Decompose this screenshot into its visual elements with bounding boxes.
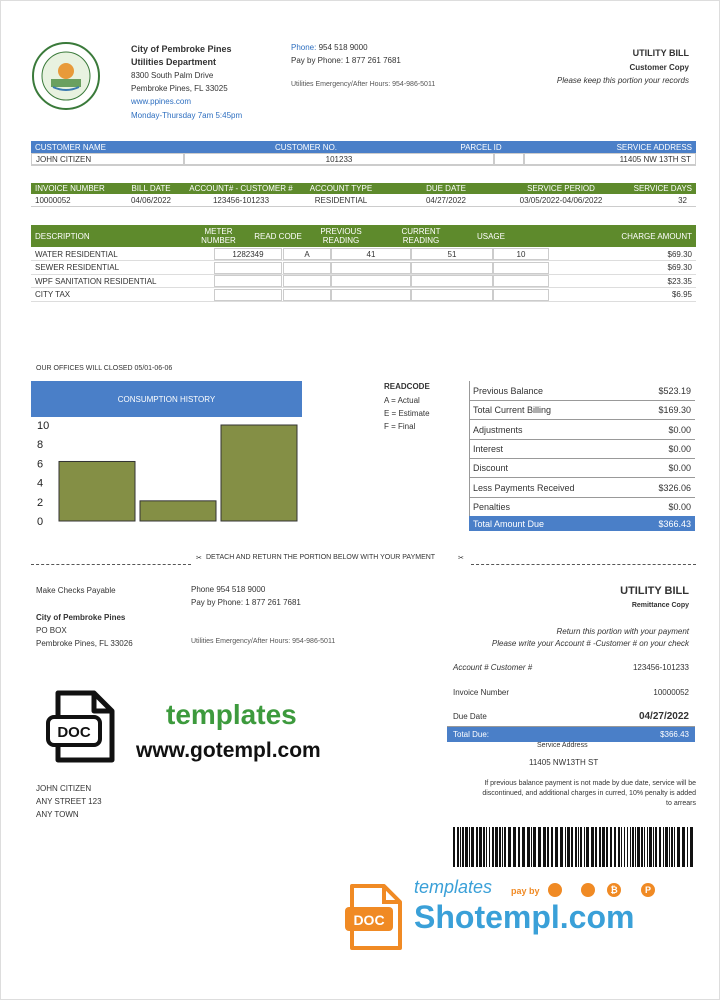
summary-row: [469, 459, 695, 478]
doc-orange-label: DOC: [353, 912, 385, 928]
charge-charge-amount: $69.30: [667, 249, 692, 259]
detach-line-left: [31, 564, 191, 565]
charge-read-code: A: [283, 248, 331, 260]
charge-charge-amount: $6.95: [671, 290, 692, 299]
chart-bar: [140, 501, 216, 521]
header-previous-reading: PREVIOUS READING: [320, 227, 362, 245]
charge-previous-reading: [331, 262, 411, 274]
bill-date: 04/06/2022: [130, 195, 172, 205]
customer-table-row: [31, 153, 696, 166]
header-account-type: ACCOUNT TYPE: [309, 184, 373, 193]
summary-row: [469, 401, 695, 420]
parcel-id: [494, 153, 524, 165]
summary-row: [469, 498, 695, 517]
charge-read-code: [283, 275, 331, 287]
summary-row: [469, 479, 695, 498]
charge-usage: [493, 289, 549, 301]
header-service-address: SERVICE ADDRESS: [616, 142, 692, 152]
barcode: [453, 827, 695, 867]
doc-orange-icon: [344, 883, 404, 951]
remit-due-date-value: 04/27/2022: [638, 711, 689, 722]
chart-bar: [221, 425, 297, 521]
make-checks-payable: Make Checks Payable: [36, 586, 116, 595]
summary-value: $0.00: [668, 424, 691, 435]
remit-account-value: 123456-101233: [632, 662, 689, 672]
pay-by-phone: Pay by Phone: 1 877 261 7681: [291, 56, 401, 65]
chart-y-tick: 10: [37, 420, 50, 432]
shot-templates-text: templates: [414, 877, 493, 897]
remit-pay-by-phone: Pay by Phone: 1 877 261 7681: [191, 598, 301, 607]
remit-po-box: PO BOX: [36, 626, 67, 635]
charge-usage: 10: [493, 248, 549, 260]
remit-city: Pembroke Pines, FL 33026: [36, 639, 133, 648]
scissors-icon-right: ✂: [458, 555, 464, 562]
summary-value: $169.30: [658, 405, 691, 416]
charge-previous-reading: [331, 275, 411, 287]
readcode-estimate: E = Estimate: [384, 409, 430, 418]
remit-invoice-row: [447, 682, 695, 702]
charge-row: [31, 262, 696, 275]
header-customer-name: CUSTOMER NAME: [35, 142, 106, 152]
header-parcel-id: PARCEL ID: [460, 142, 502, 152]
remit-total-due-row: [447, 727, 695, 742]
charge-usage: [493, 275, 549, 287]
charge-meter-number: [214, 275, 282, 287]
remit-service-address-label: Service Address: [537, 742, 588, 749]
utility-address-line1: 8300 South Palm Drive: [131, 71, 214, 80]
readcode-title: READCODE: [384, 382, 430, 391]
chart-y-tick: 8: [37, 439, 44, 452]
invoice-number: 10000052: [35, 195, 71, 205]
summary-row: [469, 421, 695, 440]
charge-row: [31, 289, 696, 302]
customer-name: JOHN CITIZEN: [31, 153, 184, 165]
total-amount-due-value: $366.43: [658, 518, 691, 529]
doc-icon-label: DOC: [57, 724, 91, 741]
charge-usage: [493, 262, 549, 274]
charge-description: WATER RESIDENTIAL: [35, 249, 118, 259]
bitcoin-icon: ₿: [607, 883, 621, 897]
offices-closed-note: OUR OFFICES WILL CLOSED 05/01-06-06: [36, 365, 173, 372]
charge-meter-number: 1282349: [214, 248, 282, 260]
remit-copy-label: Remittance Copy: [631, 602, 689, 609]
charge-read-code: [283, 262, 331, 274]
return-note: Return this portion with your payment: [556, 627, 689, 636]
utility-hours: Monday-Thursday 7am 5:45pm: [131, 111, 243, 120]
utility-department: Utilities Department: [131, 57, 217, 67]
charge-previous-reading: [331, 289, 411, 301]
summary-label: Adjustments: [473, 424, 523, 435]
header-charge-amount: CHARGE AMOUNT: [621, 231, 692, 241]
chart-bar: [59, 461, 135, 521]
header-usage: USAGE: [476, 231, 505, 241]
bill-copy-label: Customer Copy: [629, 63, 689, 72]
remit-account-row: [447, 657, 695, 677]
chart-title: CONSUMPTION HISTORY: [31, 381, 302, 417]
paypal-icon: P: [641, 883, 655, 897]
summary-label: Penalties: [473, 501, 511, 512]
charge-current-reading: [411, 262, 493, 274]
summary-value: $0.00: [668, 463, 691, 474]
emergency-phone: Utilities Emergency/After Hours: 954-986-5011: [291, 81, 436, 88]
charge-row: [31, 275, 696, 288]
customer-no: 101233: [184, 153, 494, 165]
charges-table-header: [31, 225, 696, 247]
watermark-site-link[interactable]: www.gotempl.com: [136, 739, 321, 762]
summary-label: Previous Balance: [473, 386, 544, 396]
invoice-table-row: [31, 194, 696, 207]
remit-phone: Phone 954 518 9000: [191, 585, 266, 594]
readcode-final: F = Final: [384, 422, 416, 431]
recipient-town: ANY TOWN: [36, 810, 79, 819]
summary-value: $326.06: [658, 482, 691, 493]
header-read-code: READ CODE: [254, 231, 302, 241]
charge-read-code: [283, 289, 331, 301]
invoice-table-header: [31, 183, 696, 194]
chart-y-tick: 6: [37, 458, 44, 471]
utility-website-link[interactable]: www.ppines.com: [131, 97, 192, 106]
phone-label: Phone:: [291, 43, 317, 52]
detach-line-right: [471, 564, 696, 565]
charge-charge-amount: $23.35: [667, 276, 692, 286]
remit-total-value: $366.43: [660, 730, 689, 739]
charge-charge-amount: $69.30: [667, 263, 692, 272]
total-amount-due-row: [469, 516, 695, 531]
recipient-name: JOHN CITIZEN: [36, 784, 92, 793]
header-service-period: SERVICE PERIOD: [527, 184, 595, 193]
utility-name: City of Pembroke Pines: [131, 44, 232, 54]
service-days: 32: [678, 195, 687, 205]
summary-value: $0.00: [668, 501, 691, 512]
header-current-reading: CURRENT READING: [401, 227, 441, 245]
scissors-icon: ✂: [196, 555, 202, 562]
charge-description: SEWER RESIDENTIAL: [35, 263, 120, 272]
bill-title: UTILITY BILL: [632, 48, 689, 58]
charge-current-reading: [411, 289, 493, 301]
service-address: 11405 NW 13TH ST: [524, 153, 696, 165]
watermark-templates: templates: [166, 699, 297, 730]
header-description: DESCRIPTION: [35, 231, 90, 241]
remit-due-date-label: Due Date: [453, 712, 487, 721]
detach-note: DETACH AND RETURN THE PORTION BELOW WITH YOUR PAYMENT: [206, 554, 436, 561]
account-customer-number: 123456-101233: [212, 195, 270, 205]
remit-account-label: Account # Customer #: [453, 662, 533, 672]
write-account-note: Please write your Account # -Customer # on your check: [491, 639, 689, 648]
charge-meter-number: [214, 262, 282, 274]
doc-file-icon: [46, 689, 121, 764]
summary-label: Total Current Billing: [473, 405, 552, 416]
header-meter-number: METER NUMBER: [201, 227, 236, 245]
readcode-actual: A = Actual: [384, 396, 420, 405]
header-bill-date: BILL DATE: [131, 184, 171, 193]
charge-description: CITY TAX: [35, 290, 71, 299]
summary-label: Interest: [473, 443, 504, 454]
shot-site-link[interactable]: Shotempl.com: [414, 899, 635, 935]
recipient-street: ANY STREET 123: [36, 797, 102, 806]
payment-icon-2: [581, 883, 595, 897]
penalty-note: If previous balance payment is not made by due date, service will be discontinued, and additional charges in curred, 10% penalty is added to arrears: [482, 780, 696, 807]
pay-by-text: pay by: [511, 886, 540, 896]
total-amount-due-label: Total Amount Due: [473, 518, 545, 529]
utility-phone: [291, 43, 368, 52]
customer-table-header: [31, 141, 696, 153]
remit-service-address: 11405 NW13TH ST: [529, 758, 599, 767]
remit-payee: City of Pembroke Pines: [36, 613, 126, 622]
summary-label: Discount: [473, 463, 509, 474]
remit-due-date-row: [447, 707, 695, 727]
remit-total-label: Total Due:: [453, 730, 490, 739]
payment-icon-1: [548, 883, 562, 897]
remit-invoice-value: 10000052: [653, 687, 689, 697]
consumption-history-chart: [31, 417, 306, 529]
chart-y-tick: 4: [37, 477, 44, 490]
header-customer-no: CUSTOMER NO.: [274, 142, 338, 152]
chart-y-tick: 2: [37, 496, 44, 509]
charge-current-reading: 51: [411, 248, 493, 260]
keep-note: Please keep this portion your records: [556, 76, 689, 85]
header-service-days: SERVICE DAYS: [633, 184, 692, 193]
remit-emergency: Utilities Emergency/After Hours: 954-986-5011: [191, 638, 336, 645]
summary-row: [469, 382, 695, 401]
summary-row: [469, 440, 695, 459]
charge-description: WPF SANITATION RESIDENTIAL: [35, 276, 157, 286]
charge-previous-reading: 41: [331, 248, 411, 260]
remit-invoice-label: Invoice Number: [453, 687, 510, 697]
summary-value: $0.00: [668, 443, 691, 454]
remit-title: UTILITY BILL: [620, 585, 689, 597]
summary-value: $523.19: [658, 386, 691, 396]
phone-number: 954 518 9000: [318, 43, 368, 52]
city-seal-logo: [31, 41, 101, 111]
header-due-date: DUE DATE: [426, 184, 466, 193]
charge-current-reading: [411, 275, 493, 287]
service-period: 03/05/2022-04/06/2022: [519, 195, 603, 205]
due-date: 04/27/2022: [425, 195, 467, 205]
header-invoice-number: INVOICE NUMBER: [35, 184, 105, 193]
header-account-customer: ACCOUNT# - CUSTOMER #: [189, 184, 293, 193]
charge-row: [31, 248, 696, 261]
utility-address-line2: Pembroke Pines, FL 33025: [131, 84, 228, 93]
summary-label: Less Payments Received: [473, 482, 575, 493]
account-type: RESIDENTIAL: [314, 195, 368, 205]
chart-y-tick: 0: [37, 516, 44, 528]
charge-meter-number: [214, 289, 282, 301]
